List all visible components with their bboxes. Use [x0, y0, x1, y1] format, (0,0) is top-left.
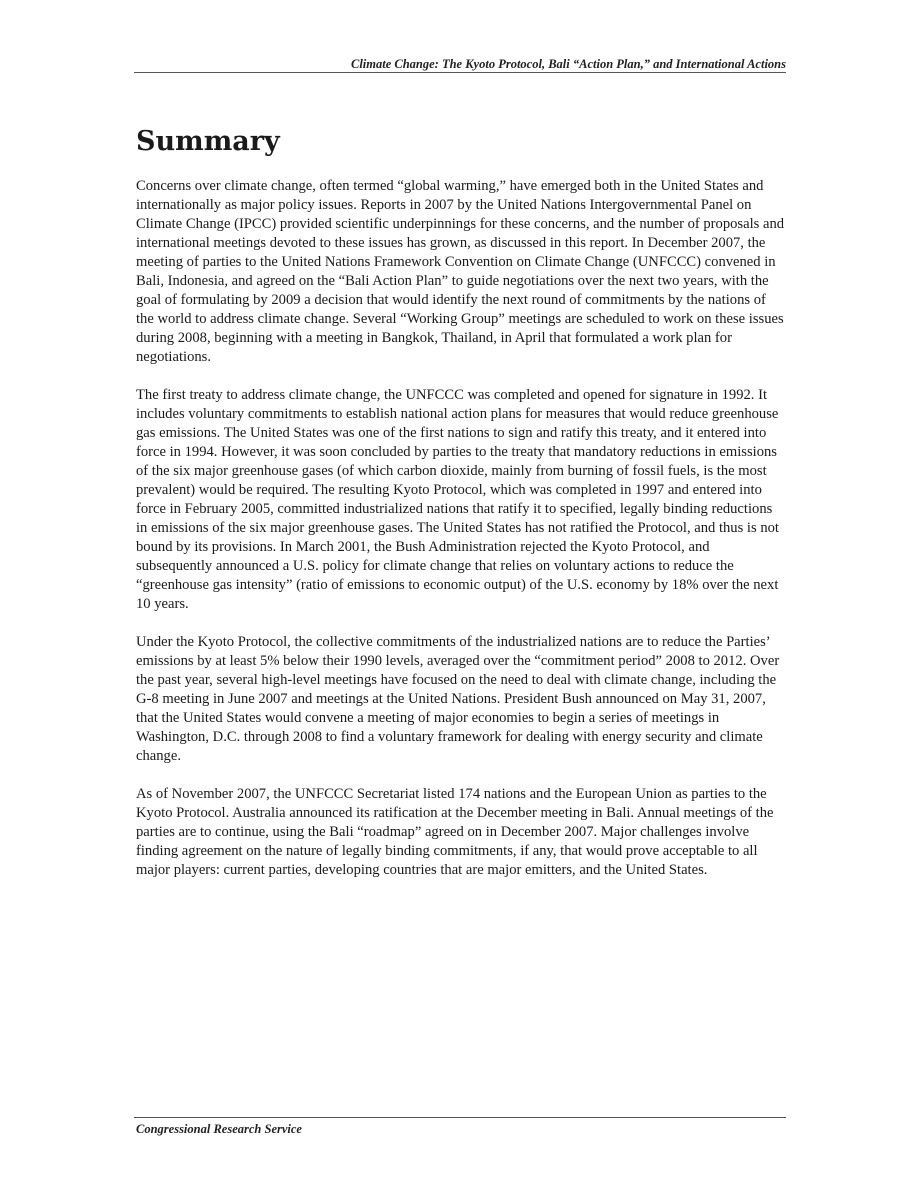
summary-paragraph-1: Concerns over climate change, often termed “global warming,” have emerged both in the United States and internationally as major policy issues. Reports in 2007 by the United Nations Intergovernmental Panel on Climate Change (IPCC) provided scientific underpinnings for these concerns, and the number of proposals and international meetings devoted to these issues has grown, as discussed in this report. In December 2007, the meeting of parties to the United Nations Framework Convention on Climate Change (UNFCCC) convened in Bali, Indonesia, and agreed on the “Bali Action Plan” to guide negotiations over the next two years, with the goal of formulating by 2009 a decision that would identify the next round of commitments by the nations of the world to address climate change. Several “Working Group” meetings are scheduled to work on these issues during 2008, beginning with a meeting in Bangkok, Thailand, in April that formulated a work plan for negotiations. [136, 178, 785, 365]
summary-body [136, 177, 786, 899]
summary-paragraph-4: As of November 2007, the UNFCCC Secretariat listed 174 nations and the European Union as parties to the Kyoto Protocol. Australia announced its ratification at the December meeting in Bali. Annual meetings of the parties are to continue, using the Bali “roadmap” agreed on in December 2007. Major challenges involve finding agreement on the nature of legally binding commitments, if any, that would prove acceptable to all major players: current parties, developing countries that are major emitters, and the United States. [136, 786, 774, 878]
summary-paragraph-3: Under the Kyoto Protocol, the collective commitments of the industrialized nations are to reduce the Parties’ emissions by at least 5% below their 1990 levels, averaged over the “commitment period” 2008 to 2012. Over the past year, several high-level meetings have focused on the need to deal with climate change, including the G-8 meeting in June 2007 and meetings at the United Nations. President Bush announced on May 31, 2007, that the United States would convene a meeting of major economies to begin a series of meetings in Washington, D.C. through 2008 to find a voluntary framework for dealing with energy security and climate change. [136, 634, 780, 764]
summary-paragraph-2: The first treaty to address climate change, the UNFCCC was completed and opened for signature in 1992. It includes voluntary commitments to establish national action plans for measures that would reduce greenhouse gas emissions. The United States was one of the first nations to sign and ratify this treaty, and it entered into force in 1994. However, it was soon concluded by parties to the treaty that mandatory reductions in emissions of the six major greenhouse gases (of which carbon dioxide, mainly from burning of fossil fuels, is the most prevalent) would be required. The resulting Kyoto Protocol, which was completed in 1997 and entered into force in February 2005, committed industrialized nations that ratify it to specified, legally binding reductions in emissions of the six major greenhouse gases. The United States has not ratified the Protocol, and thus is not bound by its provisions. In March 2001, the Bush Administration rejected the Kyoto Protocol, and subsequently announced a U.S. policy for climate change that relies on voluntary actions to reduce the “greenhouse gas intensity” (ratio of emissions to economic output) of the U.S. economy by 18% over the next 10 years. [136, 387, 779, 612]
footer-divider [134, 1117, 786, 1118]
header-divider [134, 72, 786, 73]
page-title: Summary [136, 126, 280, 157]
running-header: Climate Change: The Kyoto Protocol, Bali “Action Plan,” and International Actions [350, 57, 786, 71]
running-footer: Congressional Research Service [136, 1122, 302, 1136]
